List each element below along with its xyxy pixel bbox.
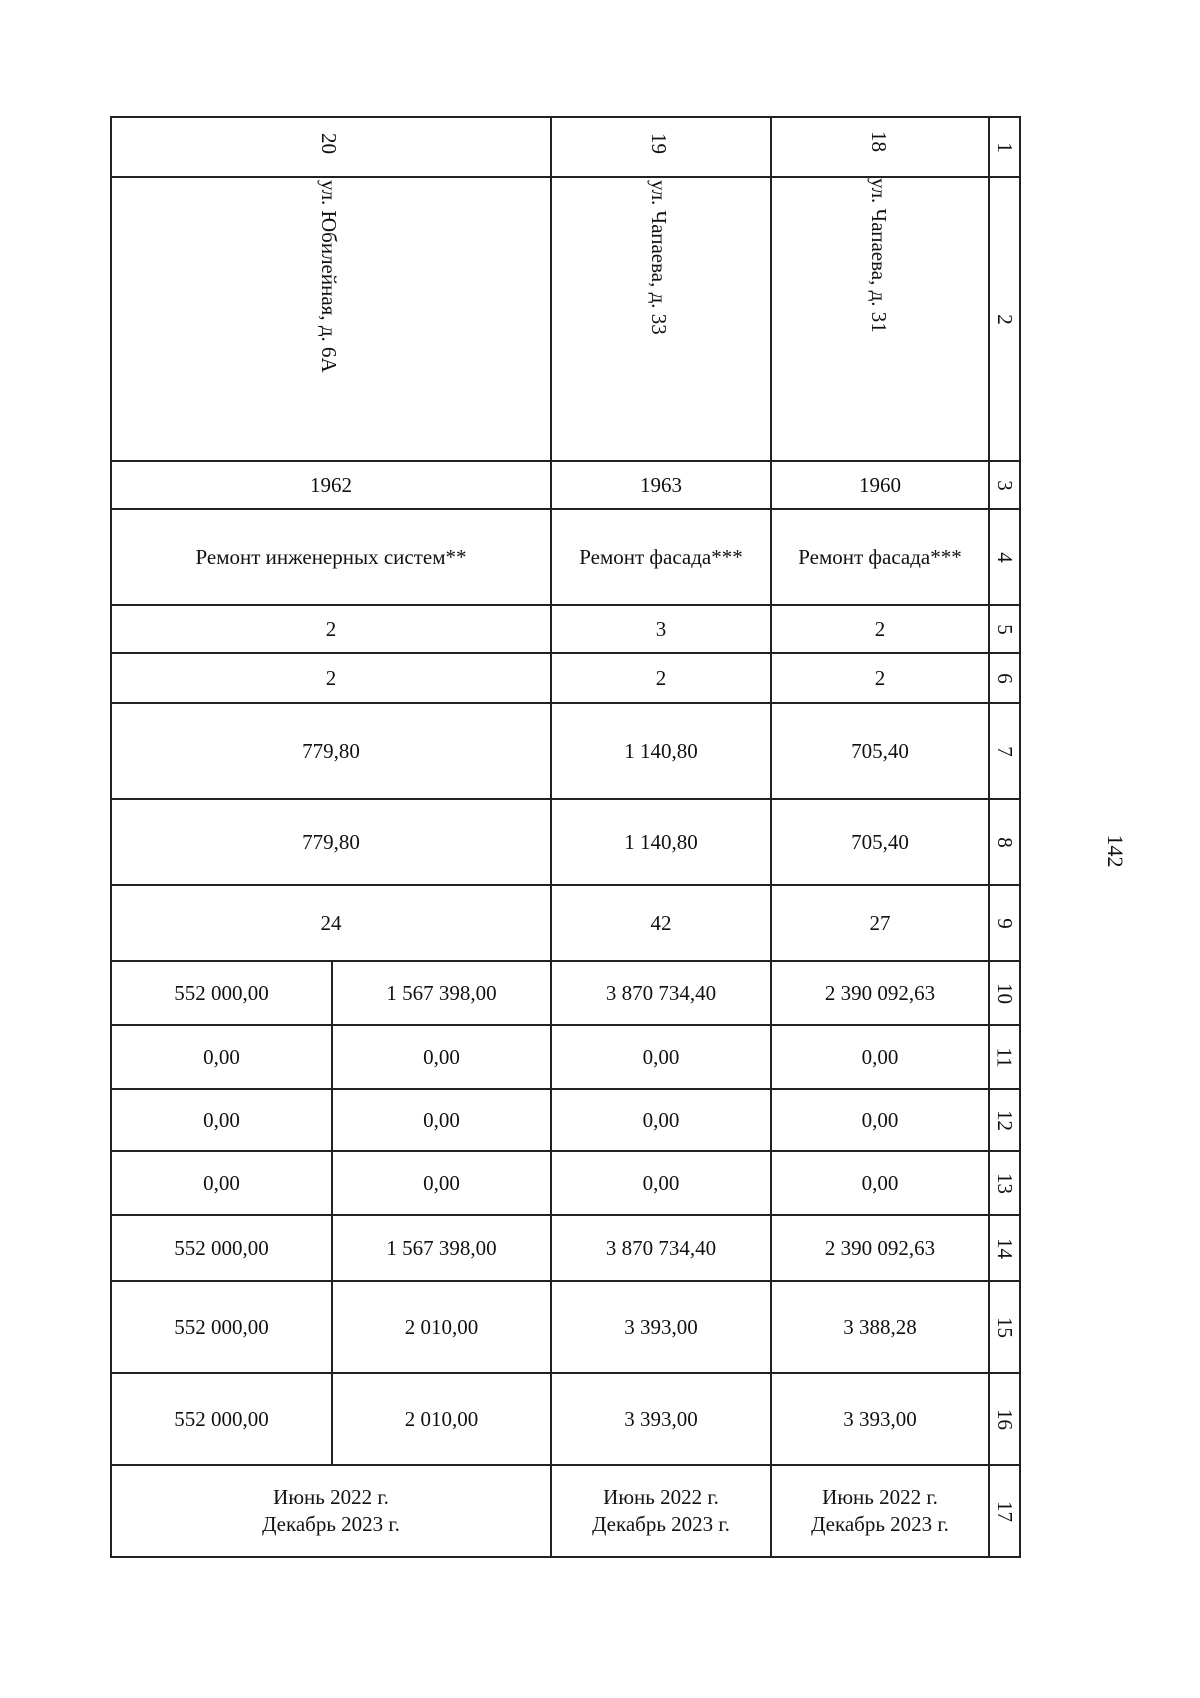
record-end-date: Декабрь 2023 г.	[262, 1512, 400, 1536]
record-col17	[111, 1465, 551, 1557]
record-col12: 0,00	[642, 1107, 680, 1132]
record-year: 1963	[640, 472, 682, 497]
record-col12-b: 0,00	[423, 1107, 460, 1132]
column-number-1: 1	[993, 141, 1017, 153]
record-index: 18	[867, 131, 891, 152]
record-col5: 3	[655, 616, 667, 641]
record-col11: 0,00	[642, 1044, 680, 1069]
record-col7: 1 140,80	[624, 738, 698, 763]
record-start-date: Июнь 2022 г.	[822, 1485, 938, 1509]
record-col12-a: 0,00	[203, 1107, 240, 1132]
record-col11-b: 0,00	[423, 1044, 460, 1069]
record-year: 1960	[859, 472, 901, 497]
record-col11-a: 0,00	[203, 1044, 240, 1069]
record-col14: 2 390 092,63	[824, 1235, 936, 1260]
record-work-type: Ремонт инженерных систем**	[195, 544, 467, 569]
record-col10-a: 552 000,00	[174, 980, 269, 1005]
record-col14-b: 1 567 398,00	[386, 1235, 497, 1260]
record-col9: 24	[320, 910, 342, 935]
record-col15-a: 552 000,00	[174, 1314, 269, 1339]
column-number-5: 5	[993, 623, 1017, 635]
column-number-11: 11	[992, 1046, 1017, 1068]
record-col10-b: 1 567 398,00	[386, 980, 497, 1005]
record-start-date: Июнь 2022 г.	[603, 1485, 719, 1509]
column-number-16: 16	[993, 1408, 1017, 1430]
record-col7: 779,80	[302, 738, 360, 763]
record-address: ул. Юбилейная, д. 6А	[317, 180, 341, 373]
record-col14: 3 870 734,40	[605, 1235, 717, 1260]
record-work-type: Ремонт фасада***	[798, 544, 962, 569]
record-col16: 3 393,00	[843, 1406, 917, 1431]
column-number-4: 4	[993, 551, 1017, 563]
record-end-date: Декабрь 2023 г.	[592, 1512, 730, 1536]
record-col6: 2	[655, 665, 667, 690]
column-number-12: 12	[993, 1109, 1017, 1131]
column-number-6: 6	[993, 672, 1017, 684]
record-start-date: Июнь 2022 г.	[273, 1485, 389, 1509]
column-number-13: 13	[993, 1172, 1017, 1194]
record-col10: 2 390 092,63	[824, 980, 936, 1005]
record-col16-a: 552 000,00	[174, 1406, 269, 1431]
column-number-2: 2	[993, 313, 1017, 325]
column-number-7: 7	[993, 745, 1017, 757]
record-col16-b: 2 010,00	[404, 1406, 479, 1431]
record-col11: 0,00	[861, 1044, 899, 1069]
column-number-9: 9	[993, 917, 1017, 929]
column-number-8: 8	[993, 836, 1017, 848]
record-address: ул. Чапаева, д. 31	[867, 178, 891, 333]
record-index: 19	[647, 133, 671, 154]
record-col15: 3 393,00	[624, 1314, 698, 1339]
column-number-17: 17	[993, 1500, 1017, 1522]
record-col5: 2	[874, 616, 886, 641]
record-col7: 705,40	[851, 738, 909, 763]
record-col8: 1 140,80	[624, 829, 698, 854]
record-col8: 779,80	[302, 829, 360, 854]
record-col17	[771, 1465, 989, 1557]
record-col8: 705,40	[851, 829, 909, 854]
column-number-14: 14	[993, 1237, 1017, 1259]
record-col15: 3 388,28	[843, 1314, 917, 1339]
record-col6: 2	[325, 665, 337, 690]
record-year: 1962	[310, 472, 352, 497]
record-col17	[551, 1465, 771, 1557]
column-number-10: 10	[993, 982, 1017, 1004]
record-col15-b: 2 010,00	[404, 1314, 479, 1339]
column-number-3: 3	[993, 479, 1017, 491]
record-col14-a: 552 000,00	[174, 1235, 269, 1260]
record-address: ул. Чапаева, д. 33	[647, 180, 671, 335]
record-col9: 42	[650, 910, 672, 935]
record-col5: 2	[325, 616, 337, 641]
record-col12: 0,00	[861, 1107, 899, 1132]
record-col13: 0,00	[642, 1170, 680, 1195]
record-col9: 27	[869, 910, 891, 935]
record-col16: 3 393,00	[624, 1406, 698, 1431]
record-work-type: Ремонт фасада***	[579, 544, 743, 569]
record-col13-b: 0,00	[423, 1170, 460, 1195]
page-number: 142	[1103, 834, 1128, 868]
record-col10: 3 870 734,40	[605, 980, 717, 1005]
column-number-15: 15	[993, 1316, 1017, 1338]
record-col6: 2	[874, 665, 886, 690]
record-end-date: Декабрь 2023 г.	[811, 1512, 949, 1536]
record-index: 20	[317, 133, 341, 154]
record-col13: 0,00	[861, 1170, 899, 1195]
record-col13-a: 0,00	[203, 1170, 240, 1195]
